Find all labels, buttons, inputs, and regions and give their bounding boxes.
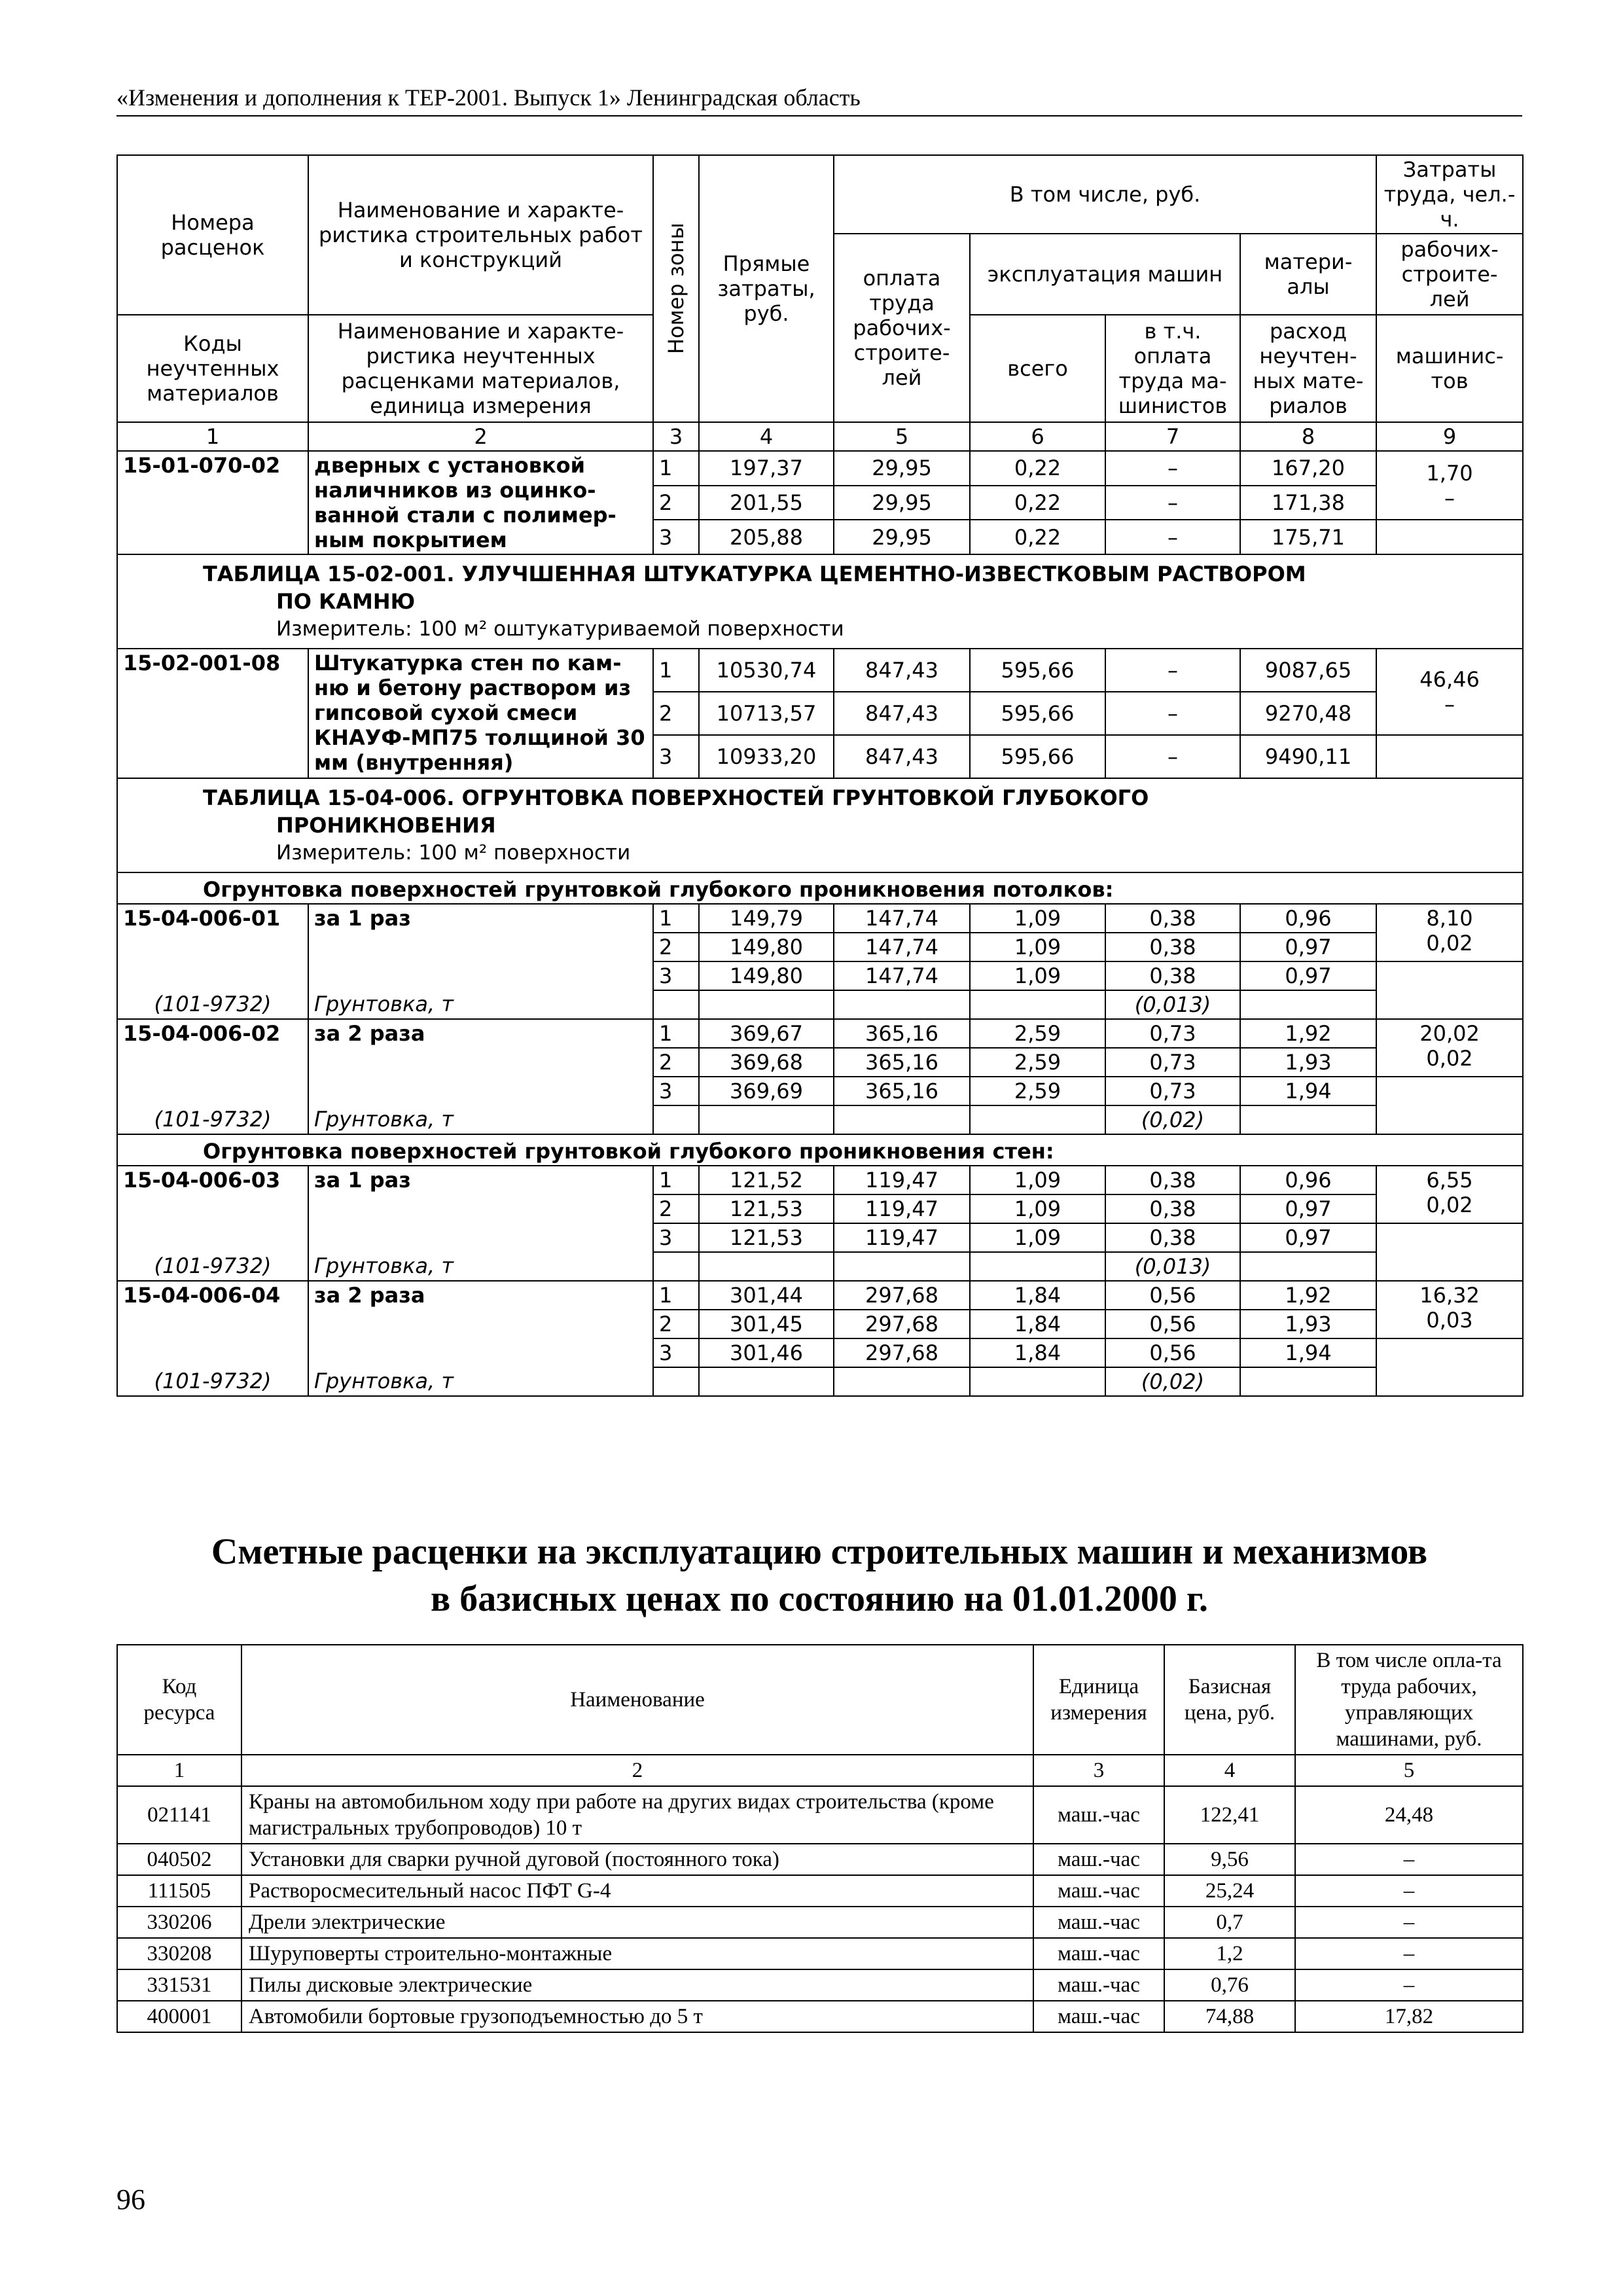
wages: 147,74 (834, 933, 970, 961)
materials: 0,97 (1240, 1194, 1376, 1223)
direct-costs: 10530,74 (699, 649, 834, 692)
material-blank-wages (834, 1252, 970, 1281)
operator-wages: 0,56 (1105, 1281, 1240, 1310)
machine-rates-title (116, 1528, 1522, 1623)
material-blank-materials (1240, 1105, 1376, 1134)
operator-pay: – (1295, 1907, 1523, 1938)
operator-wages: 0,38 (1105, 1166, 1240, 1194)
operator-pay: – (1295, 1938, 1523, 1969)
machine-total: 1,84 (970, 1338, 1105, 1367)
col-header-unit: Единица измерения (1033, 1645, 1164, 1755)
zone-number: 1 (653, 649, 699, 692)
resource-name: Пилы дисковые электрические (241, 1969, 1033, 2001)
column-number: 1 (117, 1755, 241, 1786)
rate-name: за 1 раз (308, 904, 653, 990)
material-blank-direct (699, 1367, 834, 1396)
operator-wages: – (1105, 451, 1240, 486)
materials: 0,97 (1240, 933, 1376, 961)
col-header-machine-total: всего (970, 315, 1105, 422)
material-blank-zone (653, 1252, 699, 1281)
col-header-material-codes: Коды неучтенных материалов (117, 315, 308, 422)
resource-name: Краны на автомобильном ходу при работе на других видах строительства (кроме магистральных трубопроводов) 10 т (241, 1786, 1033, 1844)
wages: 147,74 (834, 904, 970, 933)
machine-total: 2,59 (970, 1048, 1105, 1077)
operator-wages: 0,73 (1105, 1077, 1240, 1105)
zone-number: 3 (653, 1223, 699, 1252)
labor-cell (1376, 1166, 1523, 1223)
col-header-materials: матери-алы (1240, 234, 1376, 315)
operator-pay: 24,48 (1295, 1786, 1523, 1844)
labor-cell-empty (1376, 1223, 1523, 1281)
column-number: 5 (834, 422, 970, 451)
resource-code: 331531 (117, 1969, 241, 2001)
column-number: 3 (653, 422, 699, 451)
col-header-material-names: Наименование и характе-ристика неучтенных расценками материалов, единица измерения (308, 315, 653, 422)
wages: 119,47 (834, 1223, 970, 1252)
resource-name: Автомобили бортовые грузоподъемностью до 5 т (241, 2001, 1033, 2032)
direct-costs: 121,52 (699, 1166, 834, 1194)
col-header-material-usage: расход неучтен-ных мате-риалов (1240, 315, 1376, 422)
material-code: (101-9732) (117, 1367, 308, 1396)
machine-rates-title-line2: в базисных ценах по состоянию на 01.01.2000 г. (431, 1579, 1208, 1619)
table-row (117, 2001, 1523, 2032)
labor-workers: 20,02 (1419, 1021, 1480, 1046)
labor-cell-empty (1376, 520, 1523, 554)
zone-number: 3 (653, 1077, 699, 1105)
rate-name: за 2 раза (308, 1281, 653, 1367)
col-header-rate-number: Номера расценок (117, 155, 308, 315)
operator-wages: – (1105, 735, 1240, 778)
rate-code: 15-04-006-02 (117, 1019, 308, 1105)
rate-code: 15-04-006-03 (117, 1166, 308, 1252)
material-name: Грунтовка, т (308, 1105, 653, 1134)
base-price: 25,24 (1164, 1875, 1295, 1907)
machine-total: 2,59 (970, 1077, 1105, 1105)
labor-workers: 8,10 (1426, 906, 1473, 931)
table-row (117, 904, 1523, 933)
machine-rates-title-line1: Сметные расценки на эксплуатацию строительных машин и механизмов (211, 1532, 1428, 1572)
machine-total: 2,59 (970, 1019, 1105, 1048)
operator-pay: – (1295, 1844, 1523, 1875)
labor-cell-empty (1376, 1077, 1523, 1134)
labor-workers: 1,70 (1426, 460, 1473, 486)
materials: 1,93 (1240, 1310, 1376, 1338)
rate-code: 15-04-006-04 (117, 1281, 308, 1367)
wages: 365,16 (834, 1077, 970, 1105)
section-title-line1: ТАБЛИЦА 15-04-006. ОГРУНТОВКА ПОВЕРХНОСТЕЙ ГРУНТОВКОЙ ГЛУБОКОГО (203, 785, 1149, 810)
materials: 1,94 (1240, 1077, 1376, 1105)
operator-wages: 0,38 (1105, 961, 1240, 990)
operator-wages: – (1105, 692, 1240, 735)
base-price: 0,7 (1164, 1907, 1295, 1938)
material-blank-materials (1240, 1252, 1376, 1281)
machine-total: 1,09 (970, 961, 1105, 990)
material-row (117, 1367, 1523, 1396)
zone-number: 2 (653, 933, 699, 961)
zone-number: 3 (653, 735, 699, 778)
direct-costs: 301,44 (699, 1281, 834, 1310)
wages: 297,68 (834, 1310, 970, 1338)
labor-cell (1376, 1281, 1523, 1338)
table-section-title-row (117, 778, 1523, 872)
rate-code: 15-01-070-02 (117, 451, 308, 554)
machine-rates-table (116, 1644, 1524, 2033)
material-blank-machine (970, 1252, 1105, 1281)
direct-costs: 369,68 (699, 1048, 834, 1077)
machine-total: 1,09 (970, 933, 1105, 961)
column-number: 8 (1240, 422, 1376, 451)
table-row (117, 1166, 1523, 1194)
materials: 9490,11 (1240, 735, 1376, 778)
materials: 0,97 (1240, 1223, 1376, 1252)
wages: 847,43 (834, 692, 970, 735)
labor-operators: 0,03 (1426, 1308, 1473, 1333)
base-price: 9,56 (1164, 1844, 1295, 1875)
material-name: Грунтовка, т (308, 990, 653, 1019)
labor-cell-empty (1376, 735, 1523, 778)
materials: 1,94 (1240, 1338, 1376, 1367)
materials: 0,96 (1240, 904, 1376, 933)
machine-total: 595,66 (970, 692, 1105, 735)
labor-cell (1376, 451, 1523, 520)
resource-code: 400001 (117, 2001, 241, 2032)
table-row (117, 1281, 1523, 1310)
resource-name: Дрели электрические (241, 1907, 1033, 1938)
machine-total: 0,22 (970, 486, 1105, 520)
zone-number: 2 (653, 1310, 699, 1338)
base-price: 1,2 (1164, 1938, 1295, 1969)
zone-number: 1 (653, 451, 699, 486)
material-code: (101-9732) (117, 1252, 308, 1281)
material-blank-direct (699, 1252, 834, 1281)
col-header-zone: Номер зоны (653, 155, 699, 422)
wages: 365,16 (834, 1019, 970, 1048)
unit: маш.-час (1033, 1844, 1164, 1875)
material-name: Грунтовка, т (308, 1367, 653, 1396)
material-code: (101-9732) (117, 1105, 308, 1134)
column-number: 5 (1295, 1755, 1523, 1786)
rate-code: 15-02-001-08 (117, 649, 308, 778)
section-measure: Измеритель: 100 м² оштукатуриваемой поверхности (276, 617, 844, 641)
materials: 167,20 (1240, 451, 1376, 486)
labor-operators: – (1444, 485, 1455, 511)
wages: 365,16 (834, 1048, 970, 1077)
operator-wages: 0,38 (1105, 904, 1240, 933)
direct-costs: 149,79 (699, 904, 834, 933)
col-header-labor-workers: рабочих-строите-лей (1376, 234, 1523, 315)
col-header-work-name: Наименование и характе-ристика строительных работ и конструкций (308, 155, 653, 315)
machine-total: 595,66 (970, 735, 1105, 778)
labor-cell-empty (1376, 1338, 1523, 1396)
column-numbers-row (117, 422, 1523, 451)
unit: маш.-час (1033, 2001, 1164, 2032)
operator-pay: 17,82 (1295, 2001, 1523, 2032)
table-row (117, 451, 1523, 486)
direct-costs: 369,69 (699, 1077, 834, 1105)
material-code: (101-9732) (117, 990, 308, 1019)
resource-code: 111505 (117, 1875, 241, 1907)
labor-workers: 46,46 (1419, 667, 1480, 692)
labor-cell (1376, 1019, 1523, 1077)
column-number: 4 (699, 422, 834, 451)
table-row (117, 649, 1523, 692)
column-number: 2 (308, 422, 653, 451)
labor-workers: 16,32 (1419, 1283, 1480, 1308)
resource-name: Шуруповерты строительно-монтажные (241, 1938, 1033, 1969)
direct-costs: 205,88 (699, 520, 834, 554)
section-title-line2: ПРОНИКНОВЕНИЯ (276, 813, 496, 838)
material-usage: (0,013) (1105, 990, 1240, 1019)
material-usage: (0,013) (1105, 1252, 1240, 1281)
rate-name: за 2 раза (308, 1019, 653, 1105)
col-header-labor-operators: машинис-тов (1376, 315, 1523, 422)
rate-code: 15-04-006-01 (117, 904, 308, 990)
resource-code: 330206 (117, 1907, 241, 1938)
rate-name: Штукатурка стен по кам-ню и бетону раствором из гипсовой сухой смеси КНАУФ-МП75 толщиной 30 мм (внутренняя) (308, 649, 653, 778)
table-row (117, 1969, 1523, 2001)
table-section-title (117, 778, 1523, 872)
direct-costs: 369,67 (699, 1019, 834, 1048)
direct-costs: 197,37 (699, 451, 834, 486)
table-row (117, 1938, 1523, 1969)
material-blank-zone (653, 1367, 699, 1396)
direct-costs: 121,53 (699, 1194, 834, 1223)
column-number: 9 (1376, 422, 1523, 451)
section-title-line1: ТАБЛИЦА 15-02-001. УЛУЧШЕННАЯ ШТУКАТУРКА ЦЕМЕНТНО-ИЗВЕСТКОВЫМ РАСТВОРОМ (203, 562, 1306, 586)
material-usage: (0,02) (1105, 1105, 1240, 1134)
material-blank-machine (970, 1367, 1105, 1396)
materials: 1,93 (1240, 1048, 1376, 1077)
labor-cell (1376, 904, 1523, 961)
wages: 29,95 (834, 451, 970, 486)
column-number: 3 (1033, 1755, 1164, 1786)
zone-number: 1 (653, 904, 699, 933)
direct-costs: 149,80 (699, 933, 834, 961)
material-blank-zone (653, 990, 699, 1019)
operator-wages: 0,56 (1105, 1338, 1240, 1367)
zone-number: 1 (653, 1166, 699, 1194)
machine-total: 1,09 (970, 904, 1105, 933)
unit: маш.-час (1033, 1786, 1164, 1844)
material-blank-direct (699, 1105, 834, 1134)
materials: 9270,48 (1240, 692, 1376, 735)
base-price: 0,76 (1164, 1969, 1295, 2001)
col-header-machine-operation: эксплуатация машин (970, 234, 1240, 315)
column-number: 2 (241, 1755, 1033, 1786)
material-name: Грунтовка, т (308, 1252, 653, 1281)
column-number: 6 (970, 422, 1105, 451)
wages: 119,47 (834, 1194, 970, 1223)
operator-wages: – (1105, 649, 1240, 692)
material-blank-materials (1240, 1367, 1376, 1396)
machine-rates-table-body (117, 1645, 1523, 2032)
operator-pay: – (1295, 1969, 1523, 2001)
resource-code: 040502 (117, 1844, 241, 1875)
operator-wages: 0,38 (1105, 933, 1240, 961)
section-measure: Измеритель: 100 м² поверхности (276, 841, 631, 865)
operator-pay: – (1295, 1875, 1523, 1907)
page-number: 96 (116, 2183, 145, 2215)
running-header: «Изменения и дополнения к ТЕР-2001. Выпуск 1» Ленинградская область (116, 84, 1522, 117)
machine-total: 0,22 (970, 451, 1105, 486)
col-header-name: Наименование (241, 1645, 1033, 1755)
materials: 0,97 (1240, 961, 1376, 990)
col-header-including: В том числе, руб. (834, 155, 1376, 234)
labor-workers: 6,55 (1426, 1168, 1473, 1193)
material-blank-wages (834, 1367, 970, 1396)
zone-number: 1 (653, 1019, 699, 1048)
column-number: 7 (1105, 422, 1240, 451)
machine-total: 1,84 (970, 1281, 1105, 1310)
labor-operators: 0,02 (1426, 931, 1473, 956)
material-row (117, 1105, 1523, 1134)
col-header-operator-wages: в т.ч. оплата труда ма-шинистов (1105, 315, 1240, 422)
operator-wages: – (1105, 486, 1240, 520)
column-numbers-row (117, 1755, 1523, 1786)
col-header-labor-costs: Затраты труда, чел.-ч. (1376, 155, 1523, 234)
operator-wages: – (1105, 520, 1240, 554)
wages: 29,95 (834, 486, 970, 520)
operator-wages: 0,73 (1105, 1019, 1240, 1048)
unit: маш.-час (1033, 1938, 1164, 1969)
resource-name: Установки для сварки ручной дуговой (постоянного тока) (241, 1844, 1033, 1875)
wages: 29,95 (834, 520, 970, 554)
rate-name: дверных с установкой наличников из оцинко-ванной стали с полимер-ным покрытием (308, 451, 653, 554)
unit: маш.-час (1033, 1969, 1164, 2001)
zone-number: 1 (653, 1281, 699, 1310)
zone-number: 3 (653, 1338, 699, 1367)
col-header-resource-code: Код ресурса (117, 1645, 241, 1755)
zone-number: 3 (653, 961, 699, 990)
resource-code: 330208 (117, 1938, 241, 1969)
subsection-title: Огрунтовка поверхностей грунтовкой глубокого проникновения потолков: (117, 872, 1523, 904)
direct-costs: 301,45 (699, 1310, 834, 1338)
materials: 0,96 (1240, 1166, 1376, 1194)
material-blank-wages (834, 990, 970, 1019)
col-header-base-price: Базисная цена, руб. (1164, 1645, 1295, 1755)
direct-costs: 301,46 (699, 1338, 834, 1367)
material-usage: (0,02) (1105, 1367, 1240, 1396)
table-section-title (117, 554, 1523, 649)
base-price: 122,41 (1164, 1786, 1295, 1844)
wages: 147,74 (834, 961, 970, 990)
col-header-wages: оплата труда рабочих-строите-лей (834, 234, 970, 422)
unit: маш.-час (1033, 1875, 1164, 1907)
table-row (117, 1019, 1523, 1048)
zone-number: 2 (653, 486, 699, 520)
subsection-row (117, 872, 1523, 904)
subsection-title: Огрунтовка поверхностей грунтовкой глубокого проникновения стен: (117, 1134, 1523, 1166)
wages: 297,68 (834, 1281, 970, 1310)
table-section-title-row (117, 554, 1523, 649)
col-header-direct-costs: Прямые затраты, руб. (699, 155, 834, 422)
material-row (117, 1252, 1523, 1281)
wages: 297,68 (834, 1338, 970, 1367)
materials: 171,38 (1240, 486, 1376, 520)
labor-cell-empty (1376, 961, 1523, 1019)
direct-costs: 149,80 (699, 961, 834, 990)
direct-costs: 10713,57 (699, 692, 834, 735)
direct-costs: 10933,20 (699, 735, 834, 778)
unit: маш.-час (1033, 1907, 1164, 1938)
operator-wages: 0,38 (1105, 1223, 1240, 1252)
table-row (117, 1844, 1523, 1875)
labor-operators: – (1444, 692, 1455, 717)
materials: 175,71 (1240, 520, 1376, 554)
material-blank-machine (970, 1105, 1105, 1134)
resource-code: 021141 (117, 1786, 241, 1844)
materials: 1,92 (1240, 1019, 1376, 1048)
materials: 1,92 (1240, 1281, 1376, 1310)
material-row (117, 990, 1523, 1019)
materials: 9087,65 (1240, 649, 1376, 692)
base-price: 74,88 (1164, 2001, 1295, 2032)
rates-table (116, 154, 1524, 1397)
zone-number: 3 (653, 520, 699, 554)
wages: 119,47 (834, 1166, 970, 1194)
zone-number: 2 (653, 1194, 699, 1223)
section-title-line2: ПО КАМНЮ (276, 589, 416, 614)
zone-number: 2 (653, 1048, 699, 1077)
labor-cell (1376, 649, 1523, 735)
labor-operators: 0,02 (1426, 1193, 1473, 1217)
wages: 847,43 (834, 649, 970, 692)
machine-total: 0,22 (970, 520, 1105, 554)
rate-name: за 1 раз (308, 1166, 653, 1252)
column-number: 4 (1164, 1755, 1295, 1786)
operator-wages: 0,38 (1105, 1194, 1240, 1223)
material-blank-direct (699, 990, 834, 1019)
machine-total: 595,66 (970, 649, 1105, 692)
material-blank-materials (1240, 990, 1376, 1019)
table-row (117, 1786, 1523, 1844)
machine-total: 1,09 (970, 1223, 1105, 1252)
table-row (117, 1875, 1523, 1907)
machine-total: 1,84 (970, 1310, 1105, 1338)
machine-total: 1,09 (970, 1194, 1105, 1223)
table-row (117, 1907, 1523, 1938)
col-header-operator-pay: В том числе опла-та труда рабочих, управляющих машинами, руб. (1295, 1645, 1523, 1755)
material-blank-wages (834, 1105, 970, 1134)
material-blank-machine (970, 990, 1105, 1019)
rates-table-body (117, 155, 1523, 1396)
resource-name: Растворосмесительный насос ПФТ G-4 (241, 1875, 1033, 1907)
operator-wages: 0,56 (1105, 1310, 1240, 1338)
labor-operators: 0,02 (1426, 1046, 1473, 1071)
direct-costs: 121,53 (699, 1223, 834, 1252)
subsection-row (117, 1134, 1523, 1166)
material-blank-zone (653, 1105, 699, 1134)
operator-wages: 0,73 (1105, 1048, 1240, 1077)
direct-costs: 201,55 (699, 486, 834, 520)
column-number: 1 (117, 422, 308, 451)
wages: 847,43 (834, 735, 970, 778)
zone-number: 2 (653, 692, 699, 735)
machine-total: 1,09 (970, 1166, 1105, 1194)
